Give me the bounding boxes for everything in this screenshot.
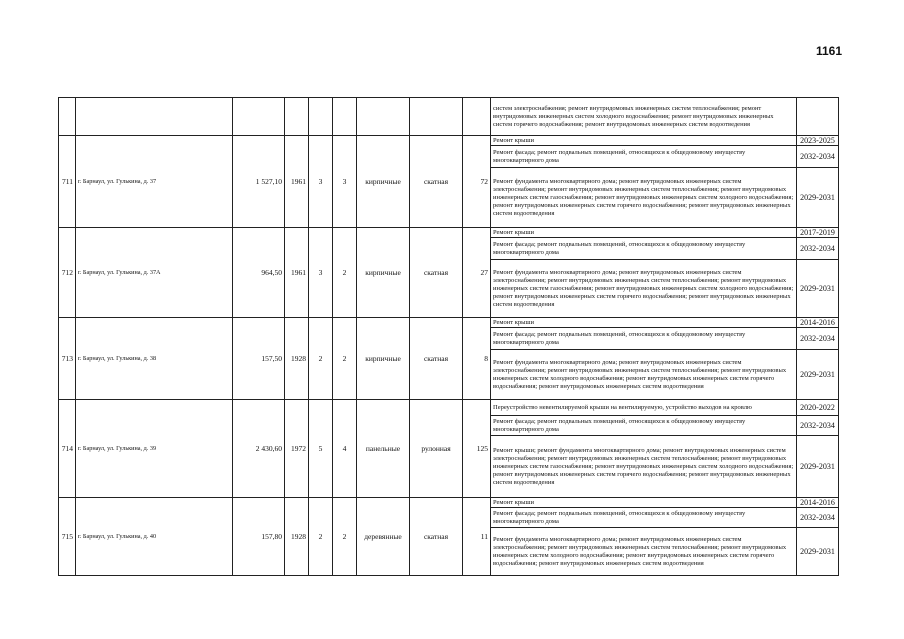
roof-type-cell: скатная: [410, 228, 463, 318]
floors-cell: 3: [309, 228, 333, 318]
wall-material-cell: кирпичные: [357, 136, 410, 228]
work-period: 2032-2034: [797, 328, 839, 350]
empty-cell: [333, 98, 357, 136]
work-period: 2029-2031: [797, 350, 839, 400]
residents-cell: 27: [463, 228, 491, 318]
work-period: 2029-2031: [797, 436, 839, 498]
work-description: Ремонт фасада; ремонт подвальных помещений, относящихся к общедомовому имуществу многоквартирного дома: [491, 146, 797, 168]
row-number: 714: [59, 400, 76, 498]
floors-cell: 3: [309, 136, 333, 228]
floors-cell: 5: [309, 400, 333, 498]
year-cell: 1928: [285, 318, 309, 400]
empty-cell: [463, 98, 491, 136]
capital-repair-table-container: [58, 97, 838, 576]
work-description: Ремонт фундамента многоквартирного дома; ремонт внутридомовых инженерных систем электроснабжения; ремонт внутридомовых инженерных систем теплоснабжения; ремонт внутридомовых инженерных систем холодного водоснабжения; ремонт внутридомовых инженерных систем горячего водоснабжения; ремонт внутридомовых инженерных систем водоотведения: [491, 350, 797, 400]
row-number: 715: [59, 498, 76, 576]
work-description: Ремонт крыши: [491, 498, 797, 508]
empty-cell: [233, 98, 285, 136]
work-period: 2029-2031: [797, 528, 839, 576]
residents-cell: 72: [463, 136, 491, 228]
roof-type-cell: скатная: [410, 318, 463, 400]
area-cell: 964,50: [233, 228, 285, 318]
work-description: Ремонт фасада; ремонт подвальных помещений, относящихся к общедомовому имуществу многоквартирного дома: [491, 416, 797, 436]
entrances-cell: 2: [333, 228, 357, 318]
year-cell: 1961: [285, 228, 309, 318]
floors-cell: 2: [309, 318, 333, 400]
wall-material-cell: панельные: [357, 400, 410, 498]
work-period: 2014-2016: [797, 498, 839, 508]
work-description: Ремонт фасада; ремонт подвальных помещений, относящихся к общедомовому имуществу многоквартирного дома: [491, 328, 797, 350]
empty-cell: [76, 98, 233, 136]
work-period: 2029-2031: [797, 260, 839, 318]
work-description: Ремонт фундамента многоквартирного дома; ремонт внутридомовых инженерных систем электроснабжения; ремонт внутридомовых инженерных систем теплоснабжения; ремонт внутридомовых инженерных систем газоснабжения; ремонт внутридомовых инженерных систем холодного водоснабжения; ремонт внутридомовых инженерных систем горячего водоснабжения; ремонт внутридомовых инженерных систем водоотведения: [491, 168, 797, 228]
work-description: Ремонт фундамента многоквартирного дома; ремонт внутридомовых инженерных систем электроснабжения; ремонт внутридомовых инженерных систем теплоснабжения; ремонт внутридомовых инженерных систем газоснабжения; ремонт внутридомовых инженерных систем холодного водоснабжения; ремонт внутридомовых инженерных систем горячего водоснабжения; ремонт внутридомовых инженерных систем водоотведения: [491, 260, 797, 318]
address-cell: г. Барнаул, ул. Гулькина, д. 40: [76, 498, 233, 576]
work-description: Переустройство невентилируемой крыши на вентилируемую, устройство выходов на кровлю: [491, 400, 797, 416]
capital-repair-table: [58, 97, 839, 576]
floors-cell: 2: [309, 498, 333, 576]
work-description: Ремонт фасада; ремонт подвальных помещений, относящихся к общедомовому имуществу многоквартирного дома: [491, 238, 797, 260]
table-row: [59, 228, 839, 238]
area-cell: 2 430,60: [233, 400, 285, 498]
empty-cell: [285, 98, 309, 136]
address-cell: г. Барнаул, ул. Гулькина, д. 38: [76, 318, 233, 400]
table-row: [59, 498, 839, 508]
page-number: 1161: [815, 44, 842, 58]
work-description: Ремонт крыши: [491, 228, 797, 238]
table-row: [59, 400, 839, 416]
year-cell: 1972: [285, 400, 309, 498]
residents-cell: 125: [463, 400, 491, 498]
empty-cell: [59, 98, 76, 136]
work-period: 2023-2025: [797, 136, 839, 146]
entrances-cell: 2: [333, 498, 357, 576]
roof-type-cell: скатная: [410, 498, 463, 576]
empty-cell: [309, 98, 333, 136]
work-period: [797, 98, 839, 136]
table-row: [59, 318, 839, 328]
work-period: 2032-2034: [797, 416, 839, 436]
work-period: 2029-2031: [797, 168, 839, 228]
table-body: [59, 98, 839, 576]
roof-type-cell: скатная: [410, 136, 463, 228]
address-cell: г. Барнаул, ул. Гулькина, д. 37: [76, 136, 233, 228]
work-period: 2017-2019: [797, 228, 839, 238]
roof-type-cell: рулонная: [410, 400, 463, 498]
address-cell: г. Барнаул, ул. Гулькина, д. 37А: [76, 228, 233, 318]
entrances-cell: 2: [333, 318, 357, 400]
work-description: Ремонт крыши: [491, 136, 797, 146]
work-description: Ремонт фундамента многоквартирного дома; ремонт внутридомовых инженерных систем электроснабжения; ремонт внутридомовых инженерных систем теплоснабжения; ремонт внутридомовых инженерных систем холодного водоснабжения; ремонт внутридомовых инженерных систем горячего водоснабжения; ремонт внутридомовых инженерных систем водоотведения: [491, 528, 797, 576]
work-description: Ремонт фасада; ремонт подвальных помещений, относящихся к общедомовому имуществу многоквартирного дома: [491, 508, 797, 528]
entrances-cell: 3: [333, 136, 357, 228]
work-description: Ремонт крыши: [491, 318, 797, 328]
table-row: [59, 136, 839, 146]
area-cell: 157,50: [233, 318, 285, 400]
row-number: 713: [59, 318, 76, 400]
wall-material-cell: кирпичные: [357, 318, 410, 400]
residents-cell: 11: [463, 498, 491, 576]
year-cell: 1928: [285, 498, 309, 576]
work-description: Ремонт крыши; ремонт фундамента многоквартирного дома; ремонт внутридомовых инженерных систем электроснабжения; ремонт внутридомовых инженерных систем теплоснабжения; ремонт внутридомовых инженерных систем газоснабжения; ремонт внутридомовых инженерных систем холодного водоснабжения; ремонт внутридомовых инженерных систем горячего водоснабжения; ремонт внутридомовых инженерных систем водоотведения: [491, 436, 797, 498]
row-number: 711: [59, 136, 76, 228]
row-number: 712: [59, 228, 76, 318]
work-period: 2032-2034: [797, 238, 839, 260]
empty-cell: [410, 98, 463, 136]
address-cell: г. Барнаул, ул. Гулькина, д. 39: [76, 400, 233, 498]
work-period: 2032-2034: [797, 146, 839, 168]
year-cell: 1961: [285, 136, 309, 228]
work-description: систем электроснабжения; ремонт внутридомовых инженерных систем теплоснабжения; ремонт внутридомовых инженерных систем холодного водоснабжения; ремонт внутридомовых инженерных систем горячего водоснабжения; ремонт внутридомовых инженерных систем водоотведения: [491, 98, 797, 136]
empty-cell: [357, 98, 410, 136]
wall-material-cell: кирпичные: [357, 228, 410, 318]
residents-cell: 8: [463, 318, 491, 400]
table-row-continuation: [59, 98, 839, 136]
area-cell: 157,80: [233, 498, 285, 576]
wall-material-cell: деревянные: [357, 498, 410, 576]
entrances-cell: 4: [333, 400, 357, 498]
area-cell: 1 527,10: [233, 136, 285, 228]
work-period: 2014-2016: [797, 318, 839, 328]
work-period: 2020-2022: [797, 400, 839, 416]
work-period: 2032-2034: [797, 508, 839, 528]
